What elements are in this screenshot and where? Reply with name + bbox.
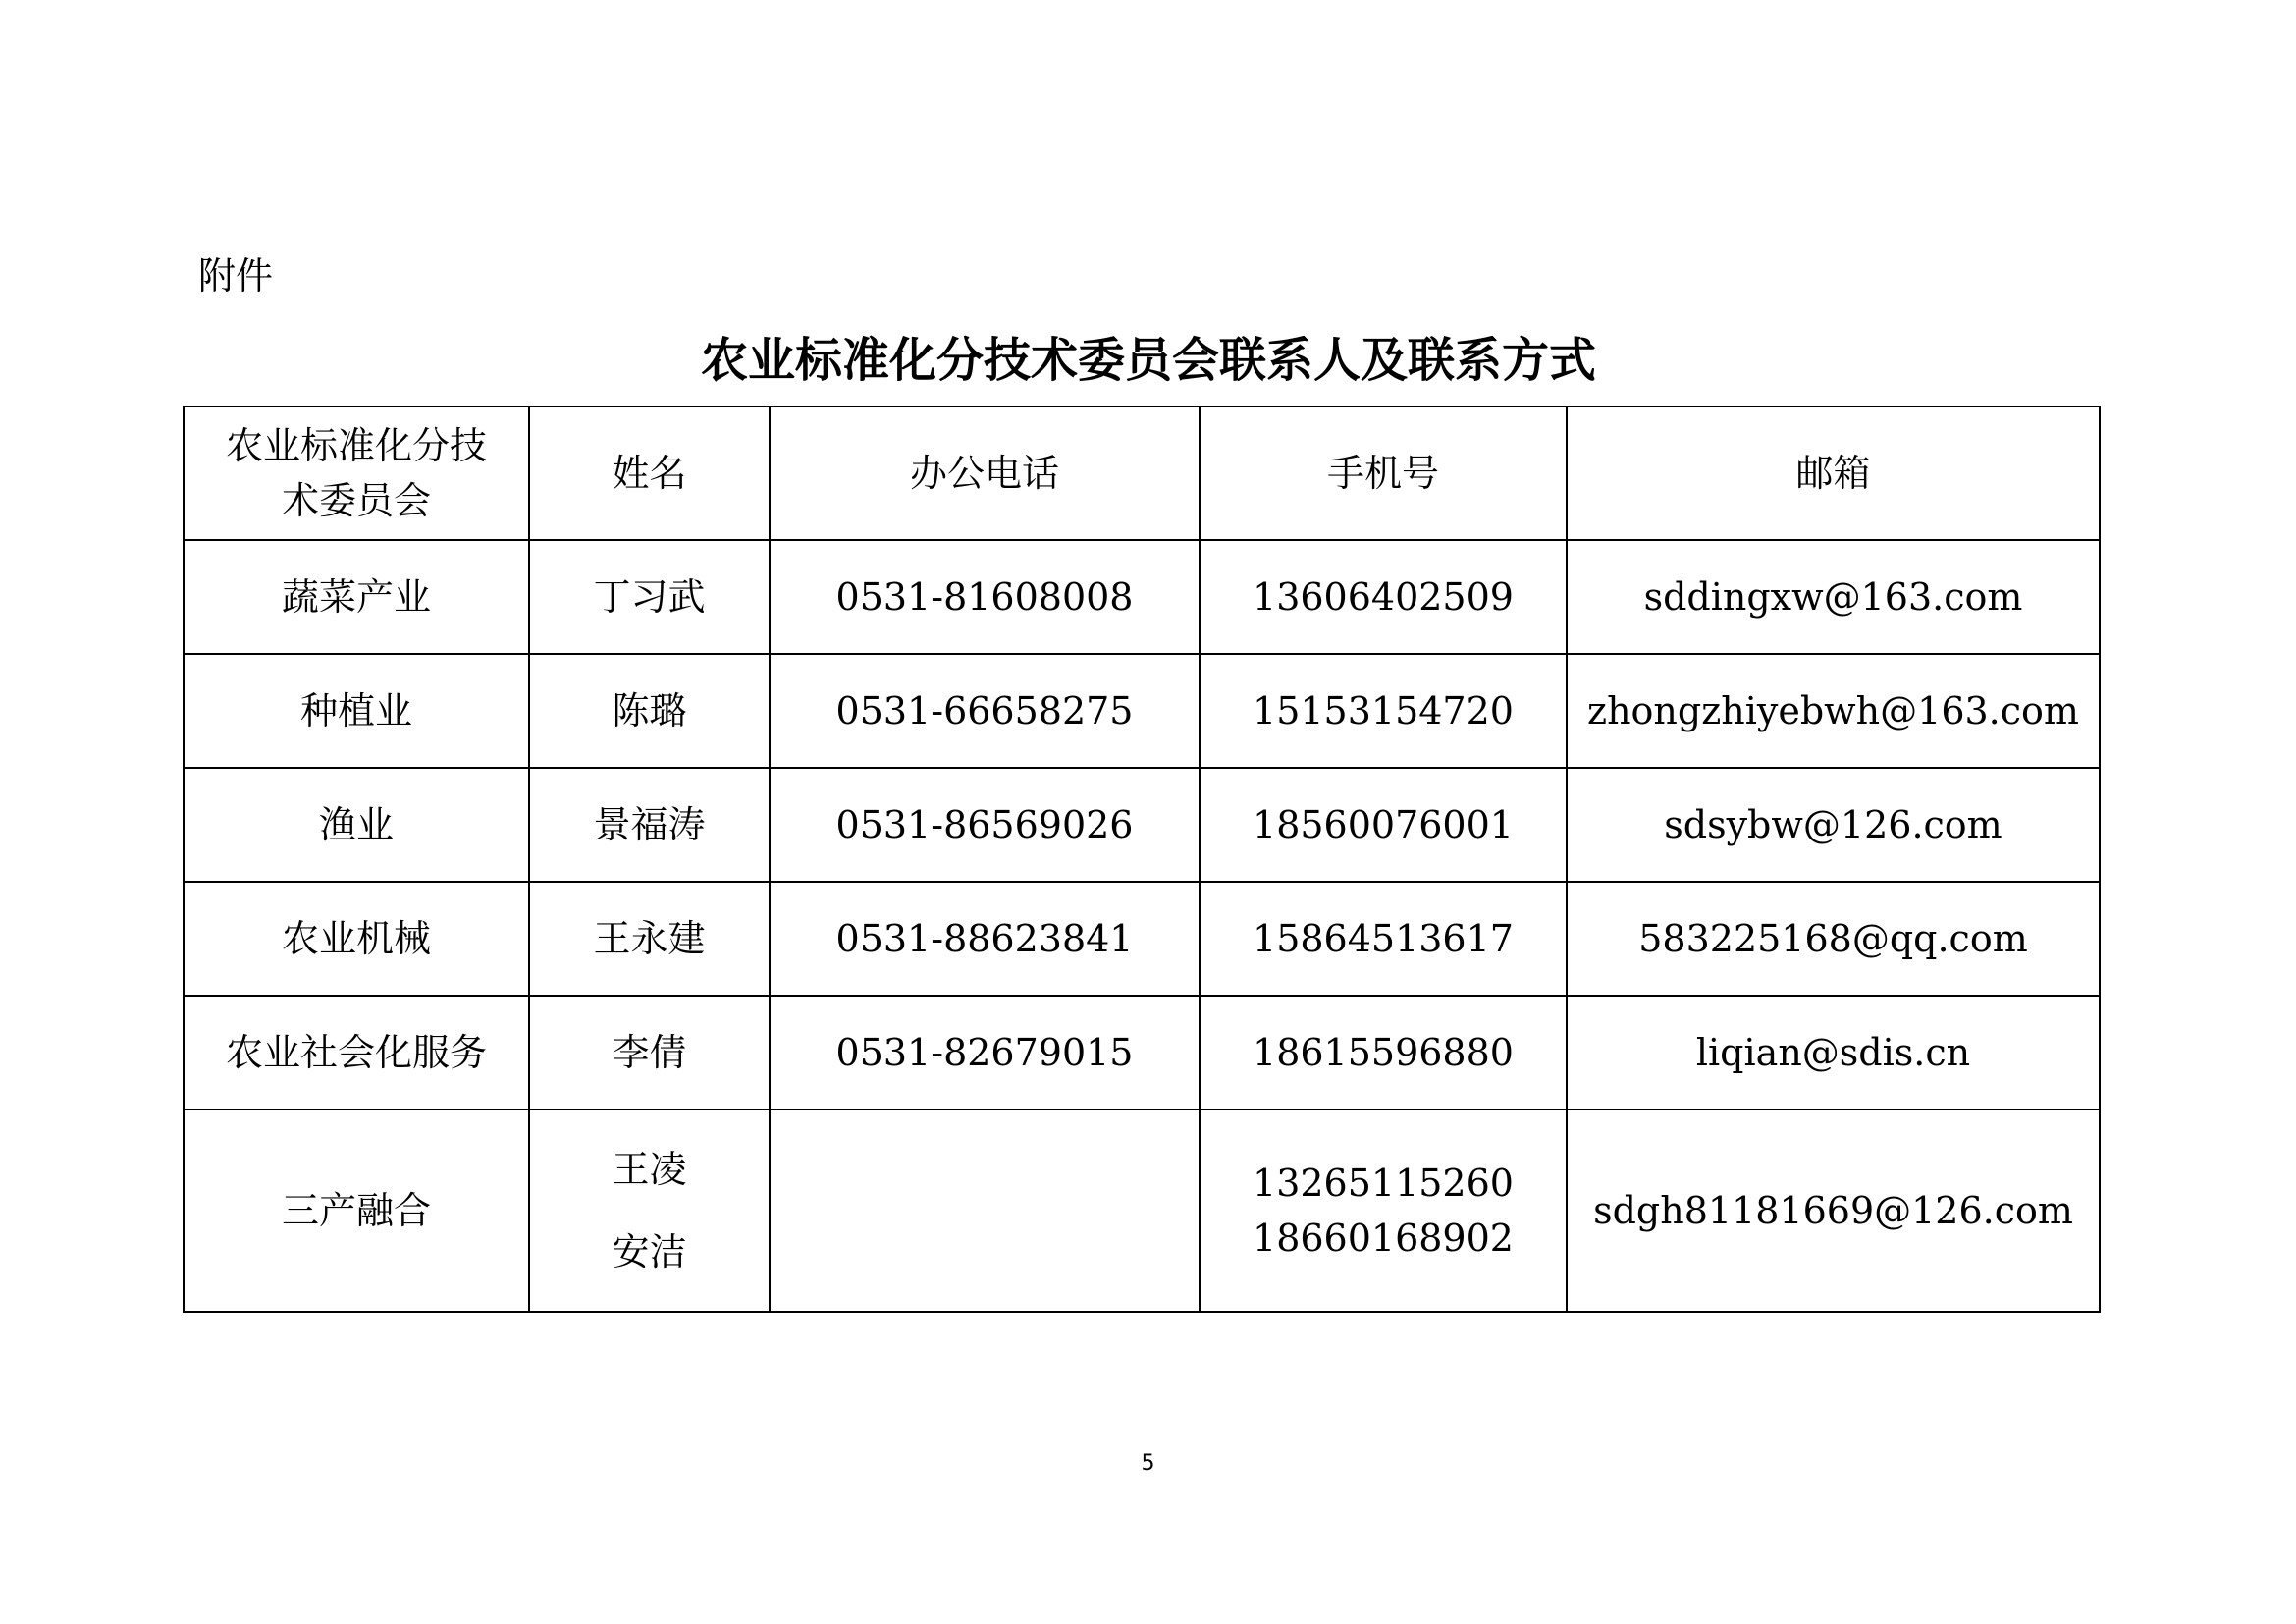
cell-committee: 三产融合 — [184, 1110, 529, 1312]
contacts-table — [183, 406, 2101, 1313]
table-row — [184, 654, 2100, 768]
cell-name: 李倩 — [529, 996, 770, 1110]
cell-name-line: 王凌 — [612, 1148, 687, 1191]
cell-committee: 农业社会化服务 — [184, 996, 529, 1110]
cell-office-phone — [770, 1110, 1200, 1312]
cell-mobile: 13606402509 — [1200, 540, 1567, 654]
cell-email: sdsybw@126.com — [1567, 768, 2100, 882]
cell-email: sddingxw@163.com — [1567, 540, 2100, 654]
cell-name-line: 安洁 — [612, 1230, 687, 1273]
cell-office-phone: 0531-82679015 — [770, 996, 1200, 1110]
cell-committee: 蔬菜产业 — [184, 540, 529, 654]
cell-name: 王永建 — [529, 882, 770, 996]
header-name: 姓名 — [529, 406, 770, 540]
table-row — [184, 882, 2100, 996]
table-row — [184, 1110, 2100, 1312]
document-title: 农业标准化分技术委员会联系人及联系方式 — [700, 333, 1596, 388]
header-office-phone: 办公电话 — [770, 406, 1200, 540]
header-committee — [184, 406, 529, 540]
table-row — [184, 768, 2100, 882]
cell-office-phone: 0531-88623841 — [770, 882, 1200, 996]
page-number: 5 — [1141, 1451, 1155, 1476]
cell-email: 583225168@qq.com — [1567, 882, 2100, 996]
cell-mobile: 18560076001 — [1200, 768, 1567, 882]
table-row — [184, 540, 2100, 654]
cell-name: 丁习武 — [529, 540, 770, 654]
attachment-label: 附件 — [198, 254, 274, 298]
cell-email: zhongzhiyebwh@163.com — [1567, 654, 2100, 768]
cell-name — [529, 1110, 770, 1312]
cell-office-phone: 0531-66658275 — [770, 654, 1200, 768]
cell-email: liqian@sdis.cn — [1567, 996, 2100, 1110]
cell-committee: 农业机械 — [184, 882, 529, 996]
header-email: 邮箱 — [1567, 406, 2100, 540]
header-mobile: 手机号 — [1200, 406, 1567, 540]
cell-office-phone: 0531-81608008 — [770, 540, 1200, 654]
cell-name: 陈璐 — [529, 654, 770, 768]
cell-mobile: 18615596880 — [1200, 996, 1567, 1110]
cell-committee: 渔业 — [184, 768, 529, 882]
cell-mobile — [1200, 1110, 1567, 1312]
header-committee-text-part: 术委员会 — [281, 479, 431, 522]
header-committee-line-1 — [185, 418, 528, 528]
cell-committee: 种植业 — [184, 654, 529, 768]
cell-name: 景福涛 — [529, 768, 770, 882]
cell-office-phone: 0531-86569026 — [770, 768, 1200, 882]
cell-mobile: 15864513617 — [1200, 882, 1567, 996]
cell-email: sdgh81181669@126.com — [1567, 1110, 2100, 1312]
cell-mobile: 15153154720 — [1200, 654, 1567, 768]
table-header-row — [184, 406, 2100, 540]
table-row — [184, 996, 2100, 1110]
cell-mobile-line: 13265115260 — [1253, 1162, 1514, 1205]
header-committee-text-part: 农业标准化分技 — [225, 424, 487, 467]
cell-mobile-line: 18660168902 — [1253, 1217, 1514, 1260]
